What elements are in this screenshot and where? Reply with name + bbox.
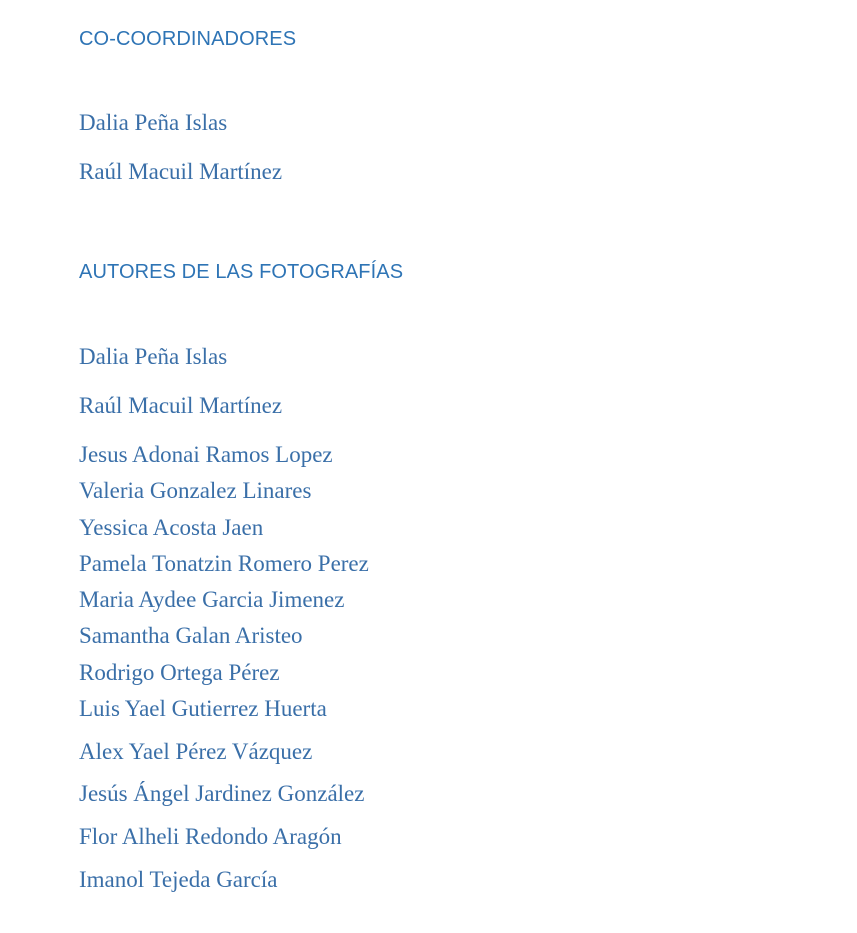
section-heading-photographers: AUTORES DE LAS FOTOGRAFÍAS [79,261,404,283]
photographer-name: Flor Alheli Redondo Aragón [79,824,342,849]
photographer-name: Jesús Ángel Jardinez González [79,781,365,806]
photographer-name: Yessica Acosta Jaen [79,515,264,540]
coordinator-name: Dalia Peña Islas [79,110,228,135]
photographer-name: Rodrigo Ortega Pérez [79,660,280,685]
photographer-name: Raúl Macuil Martínez [79,393,283,418]
photographer-name: Luis Yael Gutierrez Huerta [79,696,327,721]
section-heading-coordinators: CO-COORDINADORES [79,28,297,50]
photographer-name: Imanol Tejeda García [79,867,278,892]
coordinator-name: Raúl Macuil Martínez [79,159,283,184]
photographer-name: Maria Aydee Garcia Jimenez [79,587,345,612]
photographer-name: Dalia Peña Islas [79,344,228,369]
photographer-name: Pamela Tonatzin Romero Perez [79,551,369,576]
photographer-name: Jesus Adonai Ramos Lopez [79,442,333,467]
photographer-name: Alex Yael Pérez Vázquez [79,739,313,764]
photographer-name: Samantha Galan Aristeo [79,623,303,648]
photographer-name: Valeria Gonzalez Linares [79,478,312,503]
